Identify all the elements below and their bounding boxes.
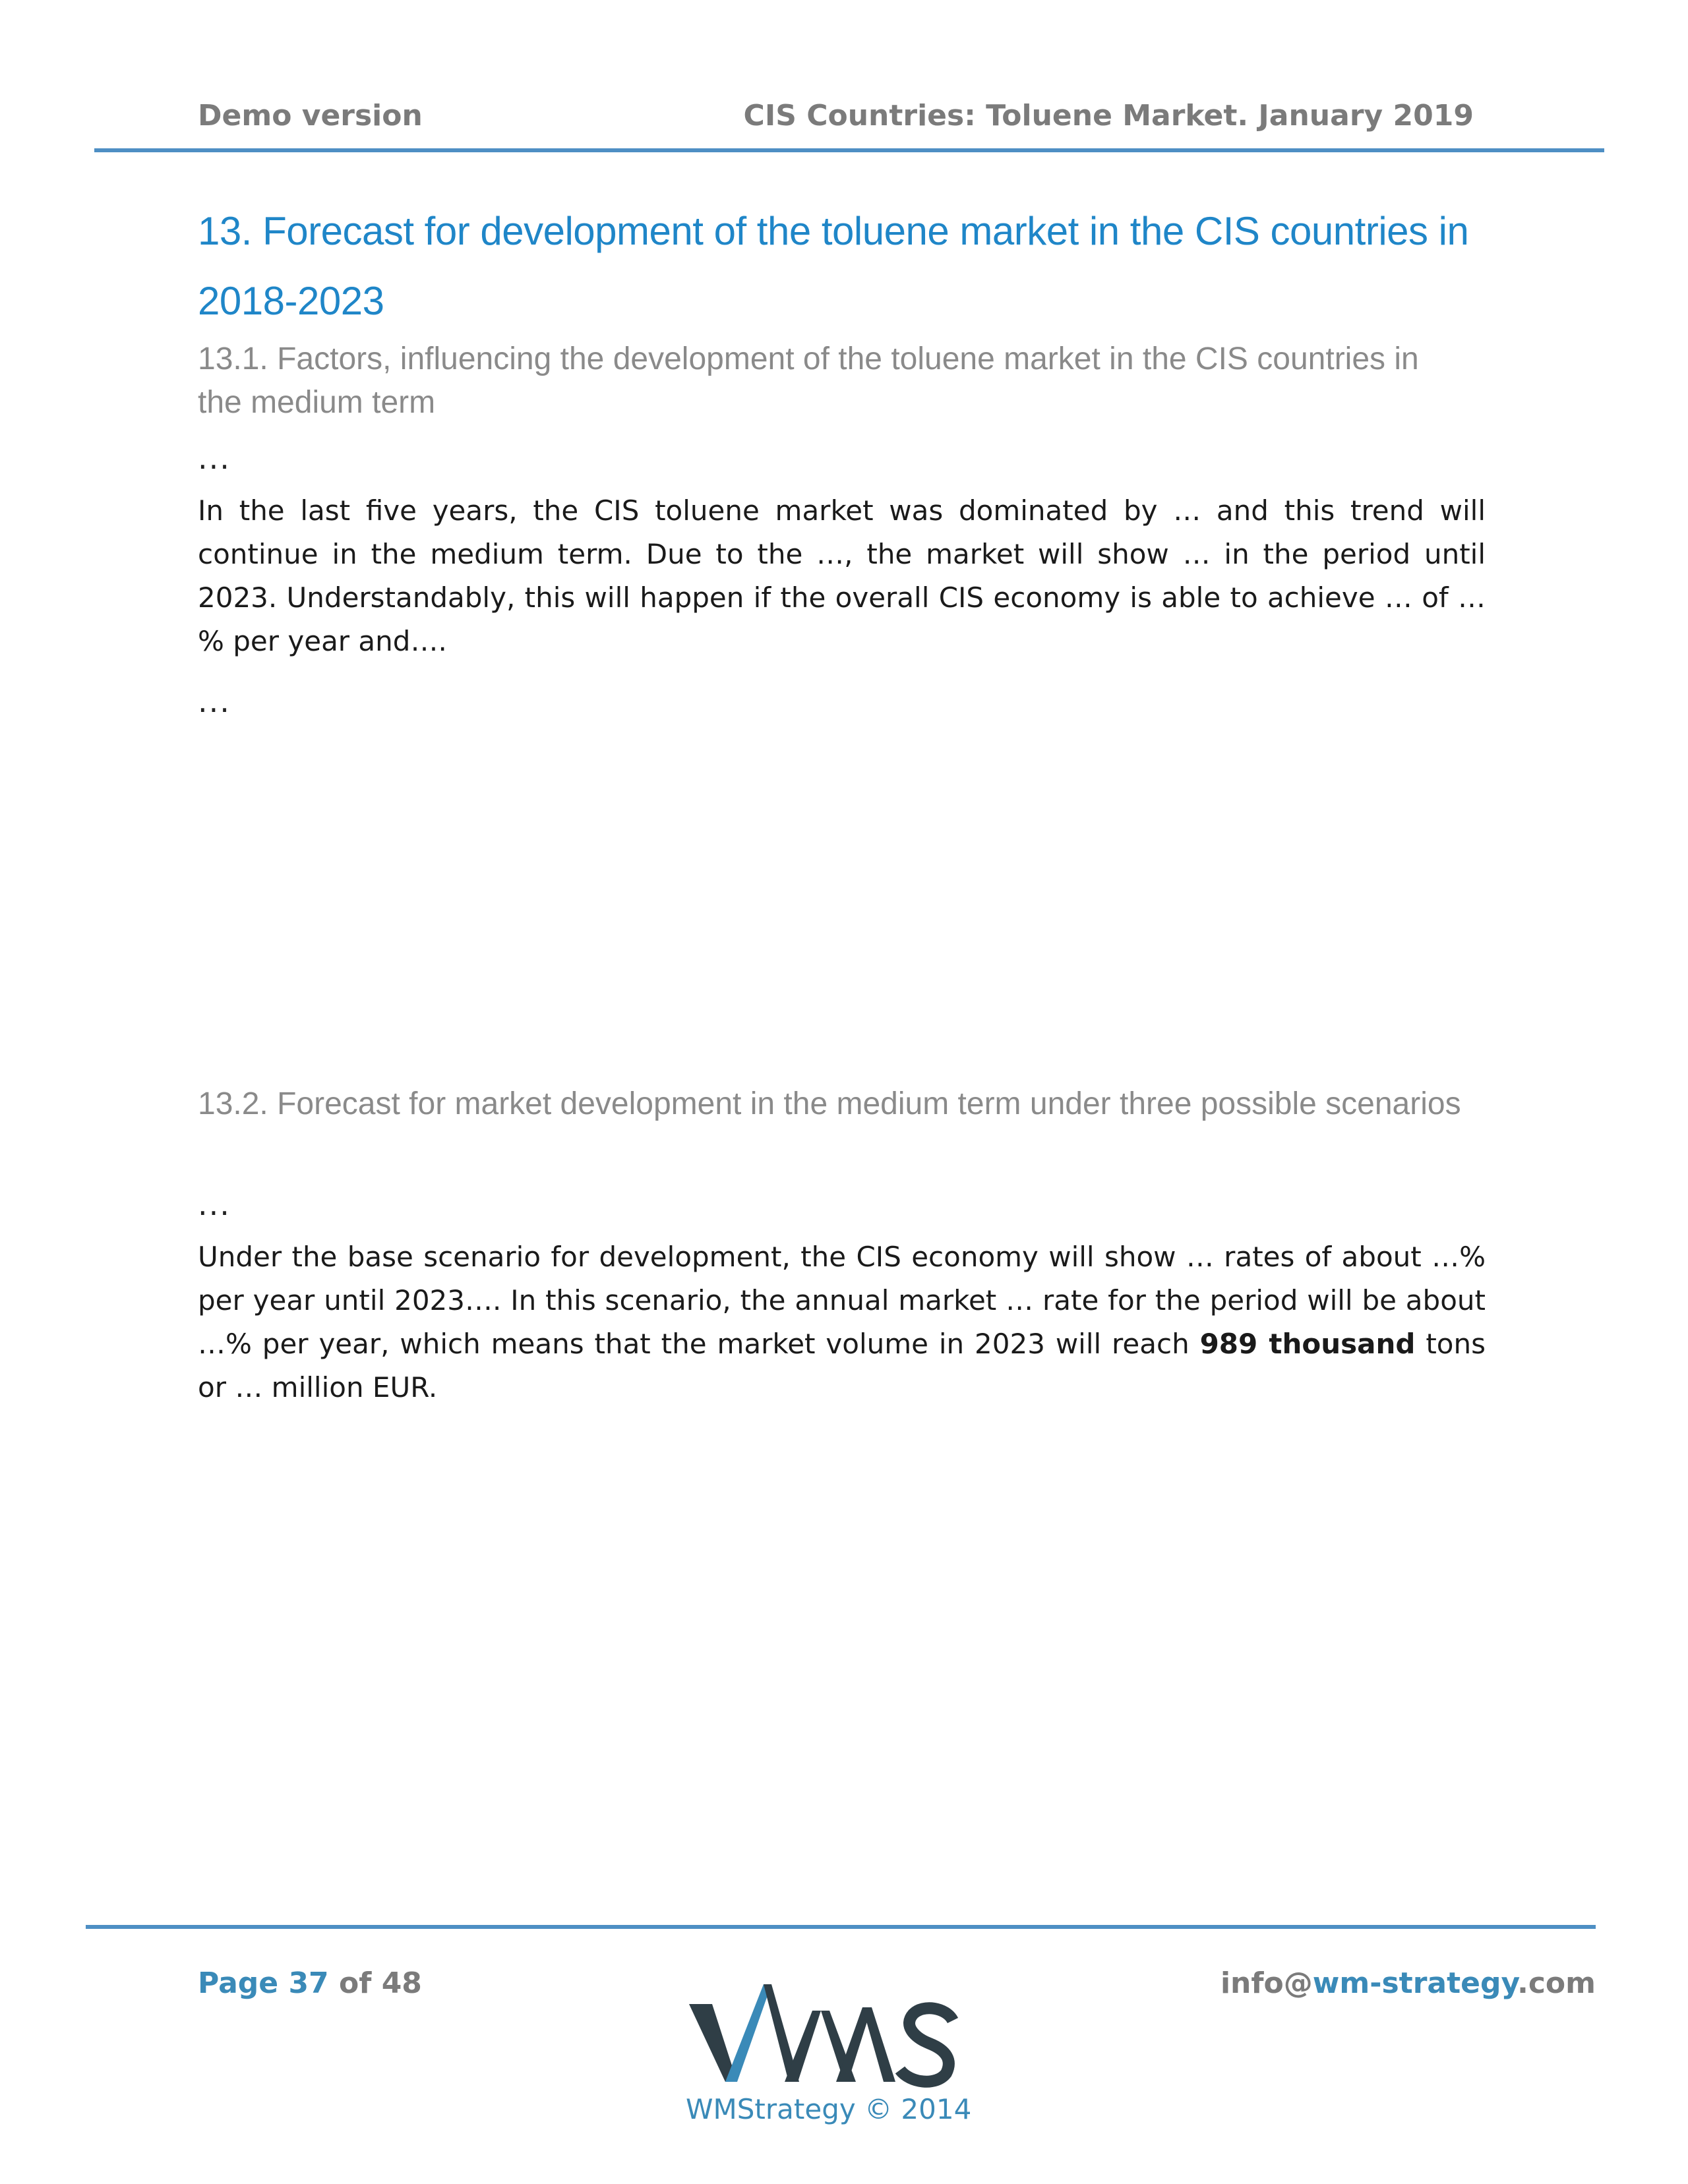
header-rule — [94, 148, 1604, 152]
subsection-1-title-line2: the medium term — [198, 385, 436, 420]
subsection-2-body — [198, 1235, 1486, 1409]
subsection-1-paragraph: In the last five years, the CIS toluene market was dominated by … and this trend will continue in the medium term. Due to the …, the market will show … in the period until 2023. Understandably, this will happen if the overall CIS economy is able to achieve … of …% per year and…. — [198, 494, 1486, 657]
page-word: Page — [198, 1966, 279, 2000]
section-title-line2: 2018-2023 — [198, 279, 384, 323]
header-report-title: CIS Countries: Toluene Market. January 2019 — [743, 99, 1474, 133]
email-tld: .com — [1517, 1966, 1596, 2000]
page-total: of 48 — [339, 1966, 422, 2000]
ellipsis-1: ... — [198, 440, 231, 476]
contact-email[interactable] — [1221, 1966, 1596, 2000]
paragraph-text-end: tons or … million EUR. — [198, 1328, 1486, 1403]
subsection-1-body — [198, 489, 1486, 663]
logo-caption: WMStrategy © 2014 — [686, 2093, 972, 2125]
section-title-line1: 13. Forecast for development of the toluene market in the CIS countries in — [198, 209, 1469, 253]
page-number: 37 — [288, 1966, 329, 2000]
subsection-2-title: 13.2. Forecast for market development in the medium term under three possible scenarios — [198, 1086, 1461, 1121]
subsection-1-title-line1: 13.1. Factors, influencing the development of the toluene market in the CIS countries in — [198, 341, 1419, 376]
subsection-2-paragraph — [198, 1235, 1486, 1409]
wms-logo — [686, 1971, 963, 2096]
ellipsis-2: ... — [198, 684, 231, 719]
footer-rule — [86, 1925, 1596, 1929]
email-user: info@ — [1220, 1966, 1313, 2000]
section-heading — [198, 196, 1486, 336]
market-volume-value: 989 thousand — [1199, 1328, 1416, 1360]
paragraph-text-start: Under the base scenario for development, the CIS economy will show … rates of about …% per year until 2023…. In this scenario, the annual market … rate for the period will be about …% per year, which means that the market volume in 2023 will reach — [198, 1241, 1486, 1360]
ellipsis-3: ... — [198, 1187, 231, 1222]
subsection-1-heading — [198, 338, 1486, 425]
header-demo-label: Demo version — [198, 99, 423, 133]
subsection-2-heading — [198, 1082, 1486, 1126]
page-counter — [198, 1966, 422, 2000]
email-domain: wm-strategy — [1312, 1966, 1518, 2000]
